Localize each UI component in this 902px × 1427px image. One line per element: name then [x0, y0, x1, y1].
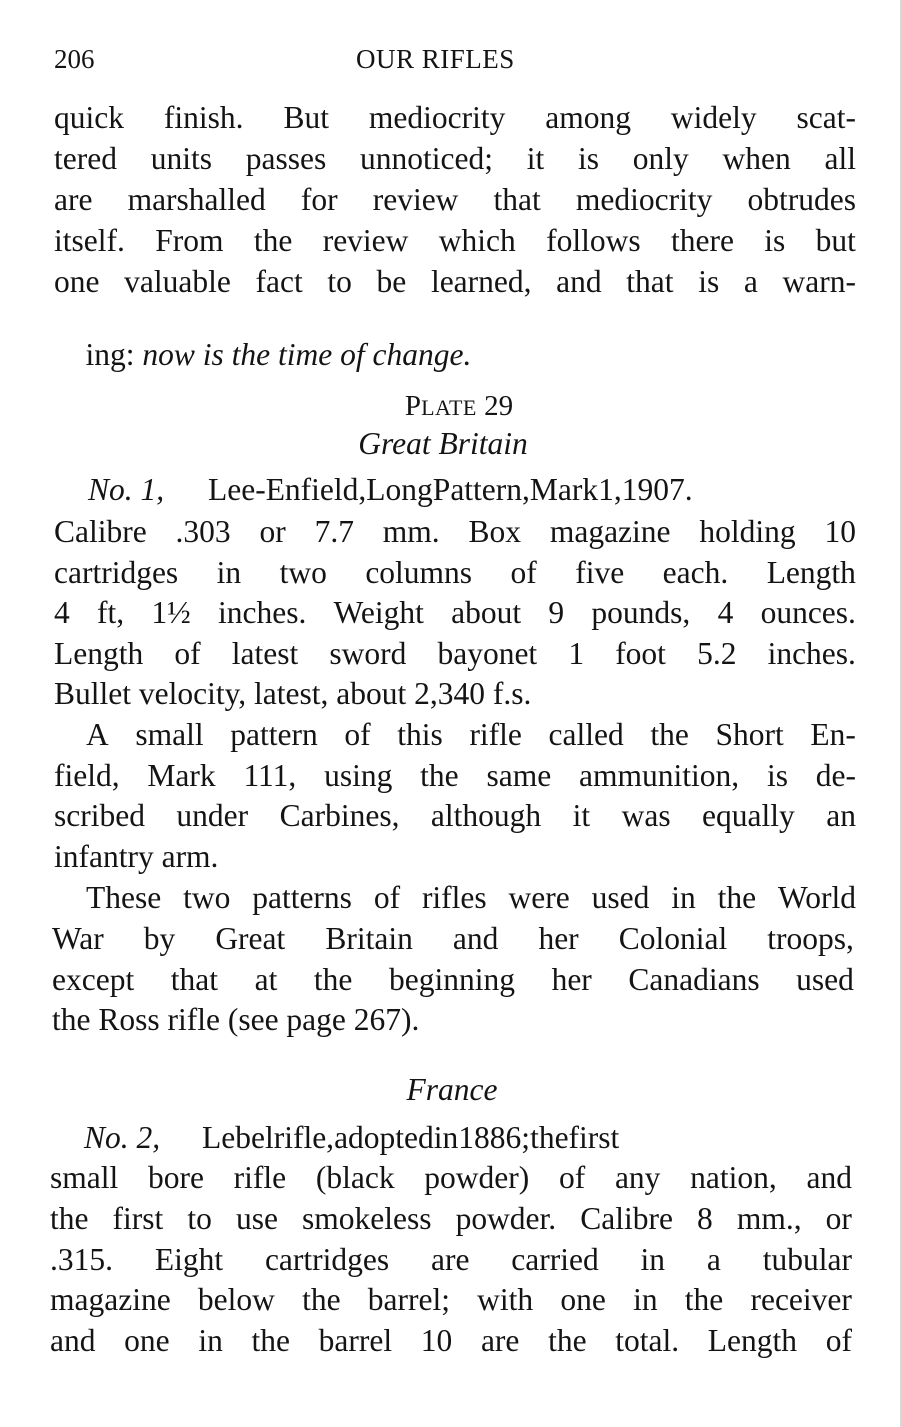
- fr-line: [50, 1244, 852, 1276]
- word: and: [556, 264, 602, 299]
- gb-para2-line: [54, 800, 856, 832]
- word: Eight: [154, 1242, 224, 1277]
- word: But: [283, 100, 329, 135]
- word: Lebel: [202, 1120, 274, 1155]
- word: A: [86, 717, 109, 752]
- word: her: [551, 962, 592, 997]
- word: 1: [568, 636, 585, 671]
- word: barrel: [318, 1323, 393, 1358]
- word: powder.: [455, 1201, 557, 1236]
- word: Weight: [333, 595, 424, 630]
- word: rifle,: [273, 1120, 335, 1155]
- section-heading-france: France: [406, 1072, 498, 1107]
- word: learned,: [430, 264, 532, 299]
- word: two: [279, 555, 327, 590]
- item-label: No. 1,: [88, 472, 165, 507]
- word: columns: [365, 555, 473, 590]
- word: ft,: [97, 595, 125, 630]
- word: Colonial: [618, 921, 728, 956]
- word: the: [717, 880, 757, 915]
- word: Mark: [529, 472, 599, 507]
- gb-line: [54, 597, 856, 629]
- plate-label-initial: P: [404, 390, 422, 422]
- word: .315.: [50, 1242, 113, 1277]
- word: in: [433, 1120, 459, 1155]
- word: is: [698, 264, 720, 299]
- word: quick: [54, 100, 124, 135]
- word: first: [112, 1201, 164, 1236]
- word: nation,: [690, 1160, 777, 1195]
- word: Box: [468, 514, 522, 549]
- word: Calibre: [580, 1201, 673, 1236]
- word: barrel;: [367, 1282, 450, 1317]
- word: cartridges: [54, 555, 179, 590]
- word: one: [54, 264, 100, 299]
- word: Short: [715, 717, 784, 752]
- word: be: [376, 264, 407, 299]
- word: except: [52, 962, 135, 997]
- word: are: [480, 1323, 520, 1358]
- word: bayonet: [437, 636, 538, 671]
- section-heading-great-britain: Great Britain: [358, 426, 528, 461]
- word: that: [493, 182, 541, 217]
- word: latest: [231, 636, 299, 671]
- word: 8: [697, 1201, 713, 1236]
- word: Calibre: [54, 514, 147, 549]
- word: when: [722, 141, 791, 176]
- word: only: [632, 141, 689, 176]
- word: warn-: [782, 264, 856, 299]
- word: These: [86, 880, 162, 915]
- fr-first-line-rest: [202, 1122, 852, 1154]
- word: the: [313, 962, 353, 997]
- word: that: [626, 264, 674, 299]
- word: Canadians: [628, 962, 760, 997]
- word: itself.: [54, 223, 125, 258]
- word: Carbines,: [279, 798, 400, 833]
- plate-label-rest: LATE: [421, 395, 477, 420]
- word: or: [825, 1201, 852, 1236]
- word: adopted: [334, 1120, 434, 1155]
- fr-line: [50, 1325, 852, 1357]
- gb-para3-line: [52, 964, 854, 996]
- word: review: [372, 182, 459, 217]
- word: in: [671, 880, 696, 915]
- word: .303: [175, 514, 231, 549]
- word: carried: [511, 1242, 599, 1277]
- word: the: [548, 1323, 587, 1358]
- word: Great: [215, 921, 286, 956]
- word: holding: [699, 514, 796, 549]
- word: 5.2: [697, 636, 737, 671]
- word: with: [477, 1282, 534, 1317]
- word: mm.,: [736, 1201, 802, 1236]
- word: foot: [615, 636, 666, 671]
- word: in: [216, 555, 242, 590]
- word: were: [508, 880, 570, 915]
- intro-line: [54, 266, 856, 298]
- word: powder): [424, 1160, 530, 1195]
- word: sword: [329, 636, 407, 671]
- word: rifle: [233, 1160, 287, 1195]
- word: at: [254, 962, 278, 997]
- word: among: [545, 100, 631, 135]
- word: receiver: [750, 1282, 852, 1317]
- word: obtrudes: [747, 182, 856, 217]
- word: it: [572, 798, 591, 833]
- word: for: [300, 182, 338, 217]
- word: called: [548, 717, 624, 752]
- word: equally: [702, 798, 795, 833]
- word: mediocrity: [368, 100, 506, 135]
- gb-line: [54, 516, 856, 548]
- word: is: [766, 758, 788, 793]
- word: and: [50, 1323, 96, 1358]
- word: use: [235, 1201, 278, 1236]
- word: used: [796, 962, 854, 997]
- word: review: [322, 223, 409, 258]
- word: to: [187, 1201, 212, 1236]
- word: cartridges: [264, 1242, 390, 1277]
- word: small: [135, 717, 204, 752]
- word: finish.: [163, 100, 244, 135]
- word: follows: [546, 223, 641, 258]
- word: about: [451, 595, 522, 630]
- word: ammunition,: [579, 758, 740, 793]
- word: mm.: [382, 514, 440, 549]
- word: 4: [717, 595, 734, 630]
- word: widely: [670, 100, 757, 135]
- running-title: OUR RIFLES: [356, 44, 515, 74]
- word: this: [397, 717, 443, 752]
- word: but: [815, 223, 856, 258]
- word: Mark: [147, 758, 216, 793]
- word: are: [54, 182, 93, 217]
- word: although: [430, 798, 542, 833]
- word: de-: [815, 758, 856, 793]
- word: the: [684, 1282, 724, 1317]
- word: War: [52, 921, 104, 956]
- word: used: [591, 880, 650, 915]
- word: magazine: [50, 1282, 171, 1317]
- word: to: [327, 264, 352, 299]
- word: tered: [54, 141, 117, 176]
- word: and: [452, 921, 499, 956]
- word: scat-: [796, 100, 856, 135]
- word: rifles: [421, 880, 487, 915]
- word: field,: [54, 758, 120, 793]
- word: 10: [420, 1323, 453, 1358]
- word: units: [150, 141, 212, 176]
- gb-para2-line: [86, 719, 856, 751]
- word: magazine: [549, 514, 671, 549]
- word: 1886;: [458, 1120, 531, 1155]
- gb-line: [54, 557, 856, 589]
- word: the: [420, 758, 459, 793]
- word: the: [302, 1282, 341, 1317]
- word: using: [324, 758, 393, 793]
- fr-line: [50, 1203, 852, 1235]
- word: one: [560, 1282, 606, 1317]
- word: of: [174, 636, 201, 671]
- word: first: [568, 1120, 620, 1155]
- word: a: [743, 264, 758, 299]
- word: 10: [824, 514, 856, 549]
- fr-item-first-line: [84, 1122, 852, 1154]
- word: troops,: [767, 921, 854, 956]
- word: and: [806, 1160, 852, 1195]
- gb-para2-last: infantry arm.: [54, 839, 219, 874]
- word: the: [650, 717, 689, 752]
- word: 4: [54, 595, 70, 630]
- word: smokeless: [302, 1201, 432, 1236]
- word: each.: [662, 555, 729, 590]
- gb-para3-line: [86, 882, 856, 914]
- intro-line: [54, 143, 856, 175]
- word: Length: [54, 636, 144, 671]
- word: five: [575, 555, 625, 590]
- word: inches.: [218, 595, 307, 630]
- word: bore: [147, 1160, 204, 1195]
- word: any: [614, 1160, 661, 1195]
- word: in: [633, 1282, 658, 1317]
- word: total.: [615, 1323, 680, 1358]
- word: that: [170, 962, 219, 997]
- word: pounds,: [591, 595, 691, 630]
- word: one: [124, 1323, 170, 1358]
- item-label: No. 2,: [84, 1120, 161, 1155]
- word: Length: [766, 555, 856, 590]
- word: by: [143, 921, 176, 956]
- word: Long: [366, 472, 433, 507]
- word: of: [373, 880, 401, 915]
- word: Britain: [325, 921, 413, 956]
- word: inches.: [767, 636, 856, 671]
- gb-line: [54, 638, 856, 670]
- word: two: [183, 880, 231, 915]
- word: there: [670, 223, 734, 258]
- word: rifle: [469, 717, 522, 752]
- word: of: [510, 555, 537, 590]
- word: 7.7: [314, 514, 354, 549]
- page-number: 206: [54, 44, 95, 74]
- word: 1½: [151, 595, 191, 630]
- word: World: [778, 880, 856, 915]
- word: From: [155, 223, 224, 258]
- word: of: [825, 1323, 852, 1358]
- word: mediocrity: [575, 182, 713, 217]
- word: pattern: [230, 717, 318, 752]
- word: unnoticed;: [359, 141, 493, 176]
- gb-para3-line: [52, 923, 854, 955]
- word: an: [826, 798, 856, 833]
- word: is: [764, 223, 786, 258]
- word: her: [538, 921, 579, 956]
- word: En-: [810, 717, 856, 752]
- word: 1907.: [621, 472, 693, 507]
- word: it: [526, 141, 545, 176]
- intro-last-prefix: ing:: [85, 336, 143, 372]
- intro-line: [54, 184, 856, 216]
- word: valuable: [124, 264, 231, 299]
- word: Pattern,: [432, 472, 530, 507]
- word: was: [621, 798, 671, 833]
- gb-para3-last: the Ross rifle (see page 267).: [52, 1002, 420, 1037]
- word: tubular: [762, 1242, 852, 1277]
- word: a: [706, 1242, 721, 1277]
- word: in: [640, 1242, 666, 1277]
- word: the: [530, 1120, 569, 1155]
- word: in: [198, 1323, 223, 1358]
- word: same: [486, 758, 552, 793]
- intro-line: [54, 225, 856, 257]
- word: below: [197, 1282, 275, 1317]
- word: the: [253, 223, 293, 258]
- gb-item-first-line: [88, 474, 856, 506]
- word: of: [558, 1160, 586, 1195]
- word: small: [50, 1160, 119, 1195]
- word: the: [50, 1201, 89, 1236]
- word: which: [438, 223, 516, 258]
- word: ounces.: [760, 595, 856, 630]
- word: fact: [255, 264, 303, 299]
- word: are: [430, 1242, 470, 1277]
- gb-first-line-rest: [208, 474, 856, 506]
- word: under: [176, 798, 249, 833]
- word: patterns: [252, 880, 352, 915]
- intro-emphasis: now is the time of change.: [142, 336, 472, 372]
- fr-line: [50, 1162, 852, 1194]
- plate-number: 29: [484, 390, 514, 422]
- gb-para2-line: [54, 760, 856, 792]
- word: is: [577, 141, 599, 176]
- word: Length: [707, 1323, 798, 1358]
- word: of: [344, 717, 371, 752]
- fr-line: [50, 1284, 852, 1316]
- word: beginning: [388, 962, 515, 997]
- word: 111,: [243, 758, 297, 793]
- word: 1,: [598, 472, 622, 507]
- gb-last-line: Bullet velocity, latest, about 2,340 f.s.: [54, 676, 532, 711]
- word: all: [824, 141, 856, 176]
- intro-line: [54, 102, 856, 134]
- word: (black: [315, 1160, 395, 1195]
- word: marshalled: [127, 182, 266, 217]
- word: passes: [245, 141, 327, 176]
- word: the: [251, 1323, 290, 1358]
- word: 9: [548, 595, 565, 630]
- word: scribed: [54, 798, 145, 833]
- word: Lee-Enfield,: [208, 472, 367, 507]
- word: or: [259, 514, 286, 549]
